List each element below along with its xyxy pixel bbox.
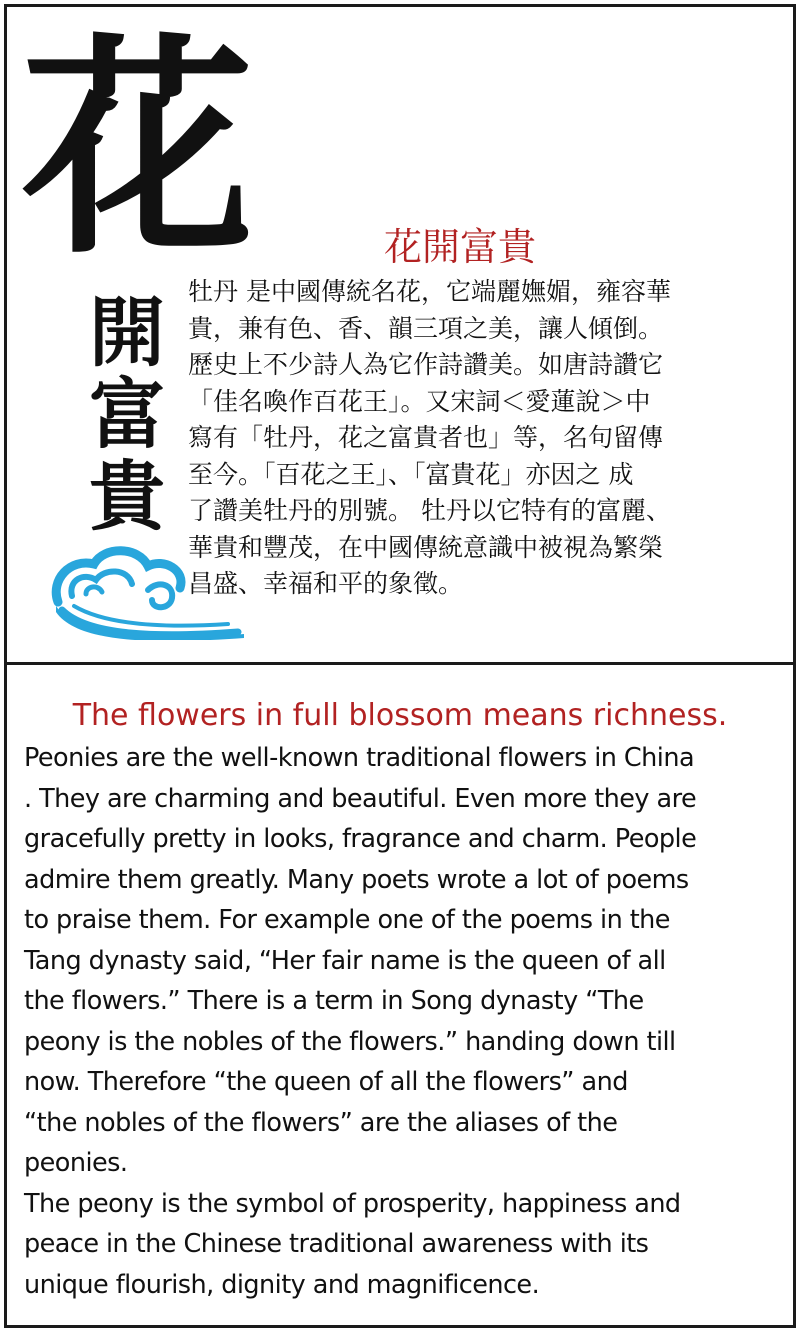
english-line: unique flourish, dignity and magnificence. <box>24 1269 540 1300</box>
english-title: The flowers in full blossom means richness. <box>72 698 728 733</box>
english-line: Tang dynasty said, “Her fair name is the queen of all <box>24 945 666 976</box>
chinese-paragraph <box>188 274 788 603</box>
chinese-line: 「佳名喚作百花王」。又宋詞＜愛蓮說＞中 <box>188 386 651 416</box>
calligraphy-char: 貴 <box>89 452 165 541</box>
chinese-line: 昌盛、幸福和平的象徵。 <box>188 569 464 598</box>
chinese-title: 花開富貴 <box>383 225 536 269</box>
chinese-line: 寫有「牡丹，花之富貴者也」等，名句留傳 <box>188 423 664 452</box>
calligraphy-char: 開 <box>89 288 165 377</box>
chinese-line: 歷史上不少詩人為它作詩讚美。如唐詩讚它 <box>188 350 664 379</box>
english-line: The peony is the symbol of prosperity, happiness and <box>24 1188 681 1219</box>
english-line: peonies. <box>24 1148 128 1178</box>
english-line: gracefully pretty in looks, fragrance and charm. People <box>24 824 697 854</box>
english-line: the flowers.” There is a term in Song dynasty “The <box>24 986 644 1016</box>
english-line: to praise them. For example one of the poems in the <box>24 905 670 935</box>
calligraphy-flower-character: 花 <box>22 12 255 285</box>
calligraphy-column <box>82 288 172 541</box>
english-line: admire them greatly. Many poets wrote a lot of poems <box>24 864 689 895</box>
chinese-line: 牡丹 是中國傳統名花，它端麗嫵媚，雍容華 <box>188 277 671 306</box>
english-line: now. Therefore “the queen of all the flowers” and <box>24 1067 628 1097</box>
chinese-line: 至今。「百花之王」、「富貴花」亦因之 成 <box>188 459 634 489</box>
chinese-line: 華貴和豐茂，在中國傳統意識中被視為繁榮 <box>188 532 664 562</box>
chinese-line: 了讚美牡丹的別號。 牡丹以它特有的富麗、 <box>188 496 671 525</box>
english-paragraph <box>24 738 790 1305</box>
english-line: “the nobles of the flowers” are the aliases of the <box>24 1107 618 1138</box>
chinese-line: 貴，兼有色、香、韻三項之美，讓人傾倒。 <box>188 313 664 343</box>
english-line: peony is the nobles of the flowers.” handing down till <box>24 1026 676 1057</box>
section-divider <box>4 662 796 665</box>
english-line: peace in the Chinese traditional awareness with its <box>24 1229 649 1259</box>
english-line: Peonies are the well-known traditional flowers in China <box>24 743 695 773</box>
calligraphy-char: 富 <box>89 370 165 459</box>
english-line: . They are charming and beautiful. Even more they are <box>24 783 697 814</box>
